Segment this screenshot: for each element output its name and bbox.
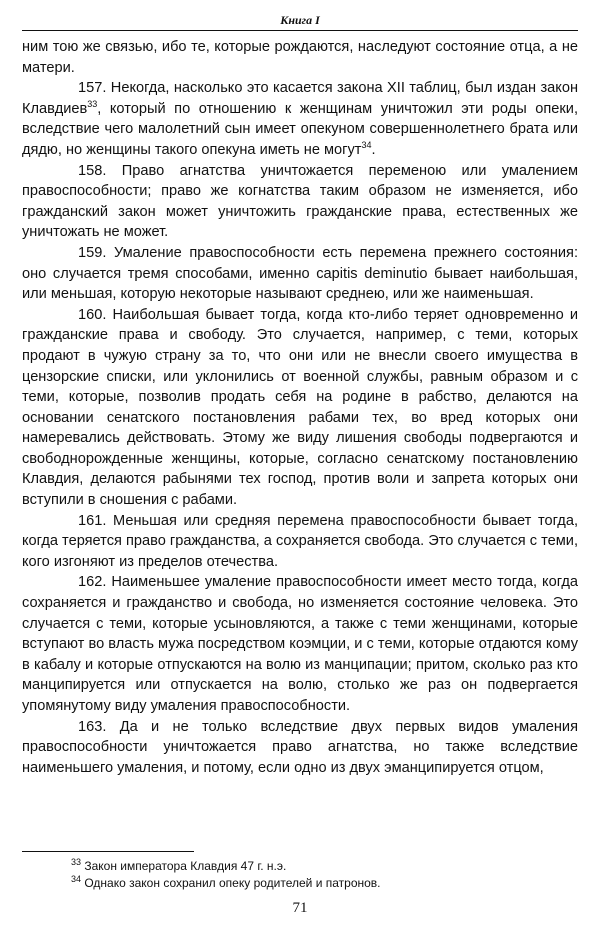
- running-title: Книга I: [280, 13, 320, 27]
- paragraph-157-text-b: , который по отношению к женщинам уничтожил эти роды опеки, вследствие чего малолетний сын имеет опекуном совершеннолетнего брата или дядю, но женщины такого опекуна иметь не могут: [22, 100, 578, 158]
- footnote-33: [71, 858, 571, 875]
- footnote-number: 33: [71, 857, 82, 867]
- paragraph-159: 159. Умаление правоспособности есть перемена прежнего состояния: оно случается тремя способами, именно capitis deminutio бывает наибольшая, или меньшая, которую некоторые называют среднею, или же наименьшая.: [22, 244, 578, 303]
- paragraph-161: 161. Меньшая или средняя перемена правоспособности бывает тогда, когда теряется право гражданства, а сохраняется свобода. Это случается с теми, кого изгоняют из пределов отечества.: [22, 512, 578, 570]
- paragraph-162: 162. Наименьшее умаление правоспособности имеет место тогда, когда сохраняется и гражданство и свобода, но изменяется состояние человека. Это случается с теми, которые усыновляются, а также с теми женщинами, которые вступают во власть мужа посредством коэмции, и с теми, которые отдаются кому в кабалу и которые отпускаются на волю из манципации; притом, сколько раз кто манципируется или отпускается на волю, столько же раз он подвергается упомянутому виду умаления правоспособности.: [22, 574, 578, 714]
- footnote-ref-34[interactable]: 34: [361, 140, 372, 151]
- header-rule: [22, 30, 578, 31]
- footnote-number: 34: [71, 874, 82, 884]
- page-number: 71: [292, 900, 308, 916]
- footnote-34: [71, 875, 571, 892]
- footnotes: [71, 858, 571, 892]
- paragraph-160: 160. Наибольшая бывает тогда, когда кто-либо теряет одновременно и гражданские права и свободу. Это случается, например, с теми, которых продают в чужую страну за то, что они или не внесли своего имущества в цензорские списки, или уклонились от военной службы, равным образом и с теми, которые, позволив продать себя на родине в рабство, делаются на основании сенатского постановления рабами тех, во вред которых они намеревались действовать. Этому же виду лишения свободы подвергаются и свободнорожденные женщины, которые, согласно сенатскому постановлению Клавдия, делаются рабынями тех господ, против воли и запрета которых они вступили в сношения с рабами.: [22, 306, 578, 509]
- footnote-rule: [22, 851, 194, 852]
- paragraph-157-text-a: 157. Некогда, насколько это касается закона XII таблиц, был издан закон Клавдиев: [22, 80, 578, 117]
- paragraph-157: [22, 78, 578, 160]
- paragraph-continuation: ним тою же связью, ибо те, которые рождаются, наследуют состояние отца, а не матери.: [22, 39, 578, 76]
- paragraph-158: 158. Право агнатства уничтожается переменою или умалением правоспособности; право же когнатства таким образом не изменяется, ибо гражданский закон может уничтожить гражданские права, естественных же уничтожать не может.: [22, 162, 578, 241]
- footnote-text: Закон императора Клавдия 47 г. н.э.: [84, 859, 287, 873]
- body-text: [22, 37, 578, 778]
- footnote-ref-33[interactable]: 33: [87, 98, 98, 109]
- paragraph-157-text-c: .: [371, 141, 376, 158]
- footnote-text: Однако закон сохранил опеку родителей и патронов.: [84, 876, 381, 890]
- paragraph-163: 163. Да и не только вследствие двух первых видов умаления правоспособности уничтожается право агнатства, но также вследствие наименьшего умаления, и потому, если одно из двух эманципируется отцом,: [22, 718, 578, 776]
